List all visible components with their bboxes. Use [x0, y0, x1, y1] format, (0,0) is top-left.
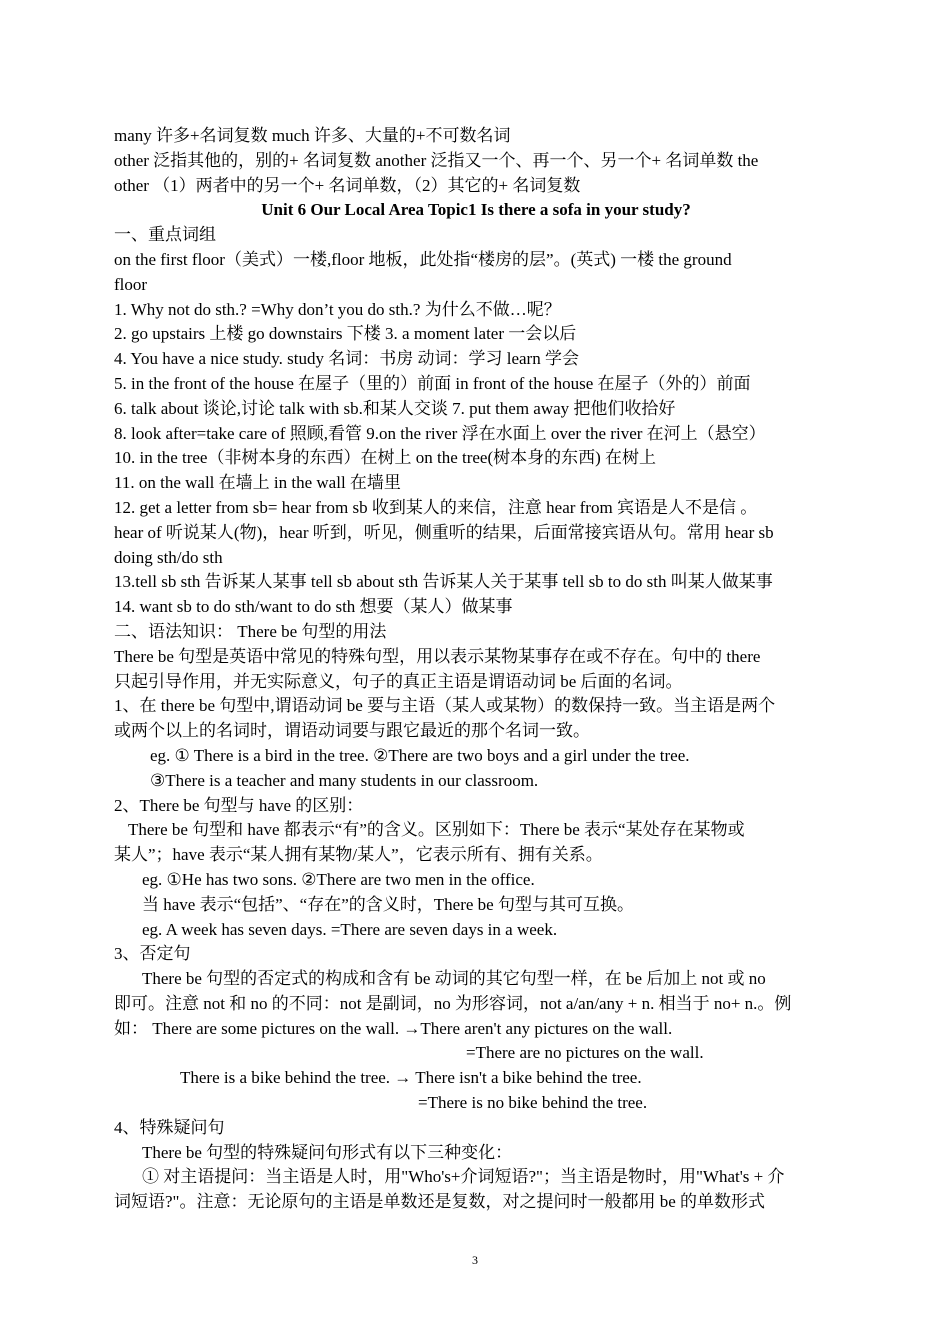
- page-number: 3: [472, 1253, 478, 1267]
- phrase-item: 2. go upstairs 上楼 go downstairs 下楼 3. a moment later 一会以后: [114, 324, 577, 344]
- example-line: =There are no pictures on the wall.: [466, 1043, 704, 1063]
- example-line: eg. A week has seven days. =There are seven days in a week.: [142, 919, 558, 939]
- section-heading: 一、重点词组: [114, 225, 216, 245]
- subsection-heading: 4、特殊疑问句: [114, 1117, 225, 1137]
- text-line: 或两个以上的名词时，谓语动词要与跟它最近的那个名词一致。: [114, 721, 590, 741]
- text-line: 词短语?"。注意：无论原句的主语是单数还是复数，对之提问时一般都用 be 的单数形式: [114, 1192, 766, 1212]
- example-line: 如： There are some pictures on the wall. →There aren't any pictures on the wall.: [114, 1018, 673, 1038]
- text-line: There be 句型的特殊疑问句形式有以下三种变化：: [142, 1142, 513, 1162]
- example-line: eg. ①He has two sons. ②There are two men in the office.: [142, 869, 535, 889]
- text-line: 即可。注意 not 和 no 的不同：not 是副词，no 为形容词，not a/an/any + n. 相当于 no+ n.。例: [114, 993, 792, 1013]
- example-line: eg. ① There is a bird in the tree. ②There are two boys and a girl under the tree.: [150, 745, 690, 765]
- text-line: hear of 听说某人(物)，hear 听到，听见，侧重听的结果，后面常接宾语从句。常用 hear sb: [114, 522, 774, 542]
- example-line: =There is no bike behind the tree.: [418, 1093, 648, 1113]
- text-line: 某人”；have 表示“某人拥有某物/某人”，它表示所有、拥有关系。: [114, 845, 603, 865]
- text-line: ① 对主语提问：当主语是人时，用"Who's+介词短语?"；当主语是物时，用"What's + 介: [142, 1167, 785, 1187]
- subsection-heading: 3、否定句: [114, 944, 191, 964]
- text-line: other （1）两者中的另一个+ 名词单数，（2）其它的+ 名词复数: [114, 175, 581, 195]
- phrase-item: 1. Why not do sth.? =Why don’t you do sth.? 为什么不做…呢？: [114, 299, 561, 319]
- text-line: many 许多+名词复数 much 许多、大量的+不可数名词: [114, 126, 511, 145]
- phrase-item: 4. You have a nice study. study 名词：书房 动词：学习 learn 学会: [114, 349, 579, 369]
- phrase-item: 12. get a letter from sb= hear from sb 收到某人的来信，注意 hear from 宾语是人不是信 。: [114, 497, 758, 517]
- phrase-item: 13.tell sb sth 告诉某人某事 tell sb about sth 告诉某人关于某事 tell sb to do sth 叫某人做某事: [114, 572, 773, 592]
- text-line: floor: [114, 274, 148, 294]
- text-line: 当 have 表示“包括”、“存在”的含义时，There be 句型与其可互换。: [142, 894, 634, 914]
- page-body: [114, 124, 838, 1215]
- text-line: There be 句型和 have 都表示“有”的含义。区别如下：There be 表示“某处存在某物或: [128, 820, 745, 840]
- text-line: There be 句型的否定式的构成和含有 be 动词的其它句型一样，在 be 后加上 not 或 no: [142, 969, 766, 989]
- text-line: on the first floor（美式）一楼,floor 地板，此处指“楼房的层”。(英式) 一楼 the ground: [114, 249, 732, 269]
- example-line: ③There is a teacher and many students in our classroom.: [150, 770, 539, 790]
- phrase-item: 10. in the tree（非树本身的东西）在树上 on the tree(树本身的东西) 在树上: [114, 448, 657, 468]
- phrase-item: 14. want sb to do sth/want to do sth 想要（某人）做某事: [114, 597, 513, 617]
- subsection-heading: 2、There be 句型与 have 的区别：: [114, 795, 364, 815]
- phrase-item: 11. on the wall 在墙上 in the wall 在墙里: [114, 473, 401, 493]
- section-heading: 二、语法知识： There be 句型的用法: [114, 621, 387, 641]
- phrase-item: 8. look after=take care of 照顾,看管 9.on the river 浮在水面上 over the river 在河上（悬空）: [114, 423, 766, 443]
- text-line: doing sth/do sth: [114, 547, 223, 567]
- phrase-item: 6. talk about 谈论,讨论 talk with sb.和某人交谈 7. put them away 把他们收拾好: [114, 398, 676, 418]
- text-line: other 泛指其他的，别的+ 名词复数 another 泛指又一个、再一个、另一个+ 名词单数 the: [114, 150, 759, 170]
- text-line: 只起引导作用，并无实际意义，句子的真正主语是谓语动词 be 后面的名词。: [114, 671, 683, 691]
- unit-heading: Unit 6 Our Local Area Topic1 Is there a sofa in your study?: [261, 200, 691, 220]
- example-line: There is a bike behind the tree. → There isn't a bike behind the tree.: [180, 1068, 642, 1088]
- phrase-item: 5. in the front of the house 在屋子（里的）前面 in front of the house 在屋子（外的）前面: [114, 373, 751, 393]
- text-line: There be 句型是英语中常见的特殊句型，用以表示某物某事存在或不存在。句中的 there: [114, 646, 761, 666]
- text-line: 1、在 there be 句型中,谓语动词 be 要与主语（某人或某物）的数保持一致。当主语是两个: [114, 696, 776, 716]
